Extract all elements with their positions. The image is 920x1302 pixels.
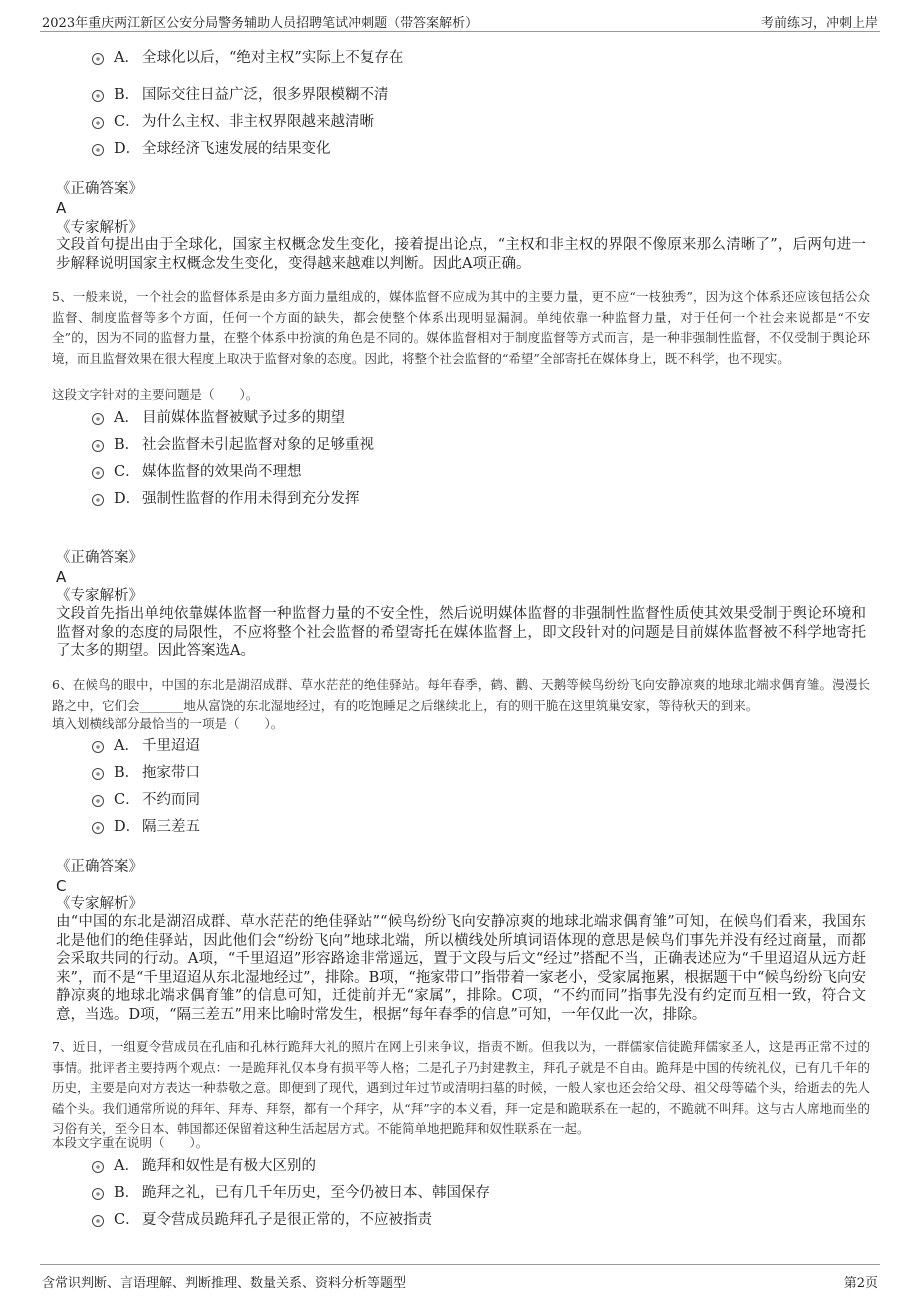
radio-icon[interactable]: [92, 413, 104, 425]
q6-stem: 填入划横线部分最恰当的一项是（ ）。: [52, 716, 284, 731]
q5-option-d[interactable]: D． 强制性监督的作用未得到充分发挥: [92, 489, 360, 509]
q6-option-b[interactable]: B． 拖家带口: [92, 763, 200, 783]
radio-icon[interactable]: [92, 117, 104, 129]
radio-icon[interactable]: [92, 440, 104, 452]
q4-option-b[interactable]: B． 国际交往日益广泛，很多界限模糊不清: [92, 85, 389, 105]
q4-answer: A: [56, 199, 67, 217]
q5-correct-label: 《正确答案》: [56, 550, 143, 566]
radio-icon[interactable]: [92, 144, 104, 156]
radio-icon[interactable]: [92, 1215, 104, 1227]
q4-correct-label: 《正确答案》: [56, 181, 143, 197]
q4-analysis-label: 《专家解析》: [56, 220, 143, 236]
q4-analysis: 文段首句提出由于全球化，国家主权概念发生变化，接着提出论点，“主权和非主权的界限不像原来那么清晰了”，后两句进一步解释说明国家主权概念发生变化，变得越来越难以判断。因此A项正确。: [56, 237, 866, 272]
q5-text: 5、一般来说，一个社会的监督体系是由多方面力量组成的，媒体监督不应成为其中的主要力量，更不应“一枝独秀”，因为这个体系还应该包括公众监督、制度监督等多个方面，任何一个方面的缺失，都会使整个体系出现明显漏洞。单纯依靠一种监督力量，对于任何一个社会来说都是“不安全”的，因为不同的监督力量，在整个体系中扮演的角色是不同的。媒体监督相对于制度监督等方式而言，是一种非强制性监督，不仅受制于舆论环境，而且监督效果在很大程度上取决于监督对象的态度。因此，将整个社会监督的“希望”全部寄托在媒体身上，既不科学，也不现实。: [52, 289, 870, 366]
document-title: 2023年重庆两江新区公安分局警务辅助人员招聘笔试冲刺题（带答案解析）: [42, 16, 479, 31]
q6-option-a[interactable]: A． 千里迢迢: [92, 736, 200, 756]
radio-icon[interactable]: [92, 822, 104, 834]
q4-option-c[interactable]: C． 为什么主权、非主权界限越来越清晰: [92, 112, 374, 132]
radio-icon[interactable]: [92, 467, 104, 479]
q6-analysis: 由“中国的东北是湖沼成群、草水茫茫的绝佳驿站”“候鸟纷纷飞向安静凉爽的地球北端求偶育雏”可知，在候鸟们看来，我国东北是他们的绝佳驿站，因此他们会“纷纷飞向”地球北端，所以横线处所填词语体现的意思是候鸟们事先并没有经过商量，而都会采取共同的行动。A项，“千里迢迢”形容路途非常遥远，置于文段与后文“经过”搭配不当，正确表述应为“千里迢迢从远方赶来”，而不是“千里迢迢从东北湿地经过”，排除。B项，“拖家带口”指带着一家老小，受家属拖累，根据题干中“候鸟纷纷飞向安静凉爽的地球北端求偶育雏”的信息可知，迁徙前并无“家属”，排除。C项，“不约而同”指事先没有约定而互相一致，符合文意，当选。D项，“隔三差五”用来比喻时常发生，根据“每年春季的信息”可知，一年仅此一次，排除。: [56, 914, 866, 1023]
q6-correct-label: 《正确答案》: [56, 859, 143, 875]
footer-description: 含常识判断、言语理解、判断推理、数量关系、资料分析等题型: [42, 1276, 407, 1291]
q5-option-c[interactable]: C． 媒体监督的效果尚不理想: [92, 462, 302, 482]
radio-icon[interactable]: [92, 768, 104, 780]
q4-option-d[interactable]: D． 全球经济飞速发展的结果变化: [92, 139, 331, 159]
q7-stem: 本段文字重在说明（ ）。: [52, 1135, 209, 1150]
q6-text: 6、在候鸟的眼中，中国的东北是湖沼成群、草水茫茫的绝佳驿站。每年春季，鹤、鹳、天鹅等候鸟纷纷飞向安静凉爽的地球北端求偶育雏。漫漫长路之中，它们会_______地从富饶的东北湿地经过，有的吃饱睡足之后继续北上，有的则干脆在这里筑巢安家，等待秋天的到来。: [52, 677, 870, 713]
q5-analysis-label: 《专家解析》: [56, 588, 143, 604]
q5-answer: A: [56, 568, 67, 586]
radio-icon[interactable]: [92, 90, 104, 102]
radio-icon[interactable]: [92, 1161, 104, 1173]
header-slogan: 考前练习，冲刺上岸: [760, 16, 878, 31]
radio-icon[interactable]: [92, 741, 104, 753]
radio-icon[interactable]: [92, 53, 104, 65]
q5-option-a[interactable]: A． 目前媒体监督被赋予过多的期望: [92, 408, 345, 428]
q7-option-a[interactable]: A． 跪拜和奴性是有极大区别的: [92, 1156, 316, 1176]
page-footer: [40, 1264, 880, 1292]
radio-icon[interactable]: [92, 795, 104, 807]
radio-icon[interactable]: [92, 494, 104, 506]
q4-option-a[interactable]: A． 全球化以后，“绝对主权”实际上不复存在: [92, 48, 403, 68]
q5-stem: 这段文字针对的主要问题是（ ）。: [52, 387, 259, 402]
q6-option-c[interactable]: C． 不约而同: [92, 790, 200, 810]
q7-text: 7、近日，一组夏令营成员在孔庙和孔林行跪拜大礼的照片在网上引来争议，指责不断。但我以为，一群儒家信徒跪拜儒家圣人，这是再正常不过的事情。批评者主要持两个观点：一是跪拜礼仅本身有损平等人格；二是孔子乃封建教主，拜孔子就是不自由。跪拜是中国的传统礼仪，已有几千年的历史，主要是向对方表达一种恭敬之意。即便到了现代，遇到过年过节或清明扫墓的时候，一般人家也还会给父母、祖父母等磕个头，给逝去的先人磕个头。我们通常所说的拜年、拜寿、拜祭，都有一个拜字，从“拜”字的本义看，拜一定是和跪联系在一起的，不跪就不叫拜。这与古人席地而坐的习俗有关，至今日本、韩国都还保留着这种生活起居方式。不能简单地把跪拜和奴性联系在一起。: [52, 1039, 870, 1136]
q7-option-c[interactable]: C． 夏令营成员跪拜孔子是很正常的，不应被指责: [92, 1210, 432, 1230]
q6-option-d[interactable]: D． 隔三差五: [92, 817, 200, 837]
q5-analysis: 文段首先指出单纯依靠媒体监督一种监督力量的不安全性，然后说明媒体监督的非强制性监督性质使其效果受制于舆论环境和监督对象的态度的局限性，不应将整个社会监督的希望寄托在媒体监督上，即文段针对的问题是目前媒体监督被不科学地寄托了太多的期望。因此答案选A。: [56, 606, 866, 659]
page-number: 第2页: [843, 1276, 878, 1291]
q5-option-b[interactable]: B． 社会监督未引起监督对象的足够重视: [92, 435, 374, 455]
q6-analysis-label: 《专家解析》: [56, 896, 143, 912]
radio-icon[interactable]: [92, 1188, 104, 1200]
q6-answer: C: [56, 877, 67, 895]
q7-option-b[interactable]: B． 跪拜之礼，已有几千年历史，至今仍被日本、韩国保存: [92, 1183, 490, 1203]
